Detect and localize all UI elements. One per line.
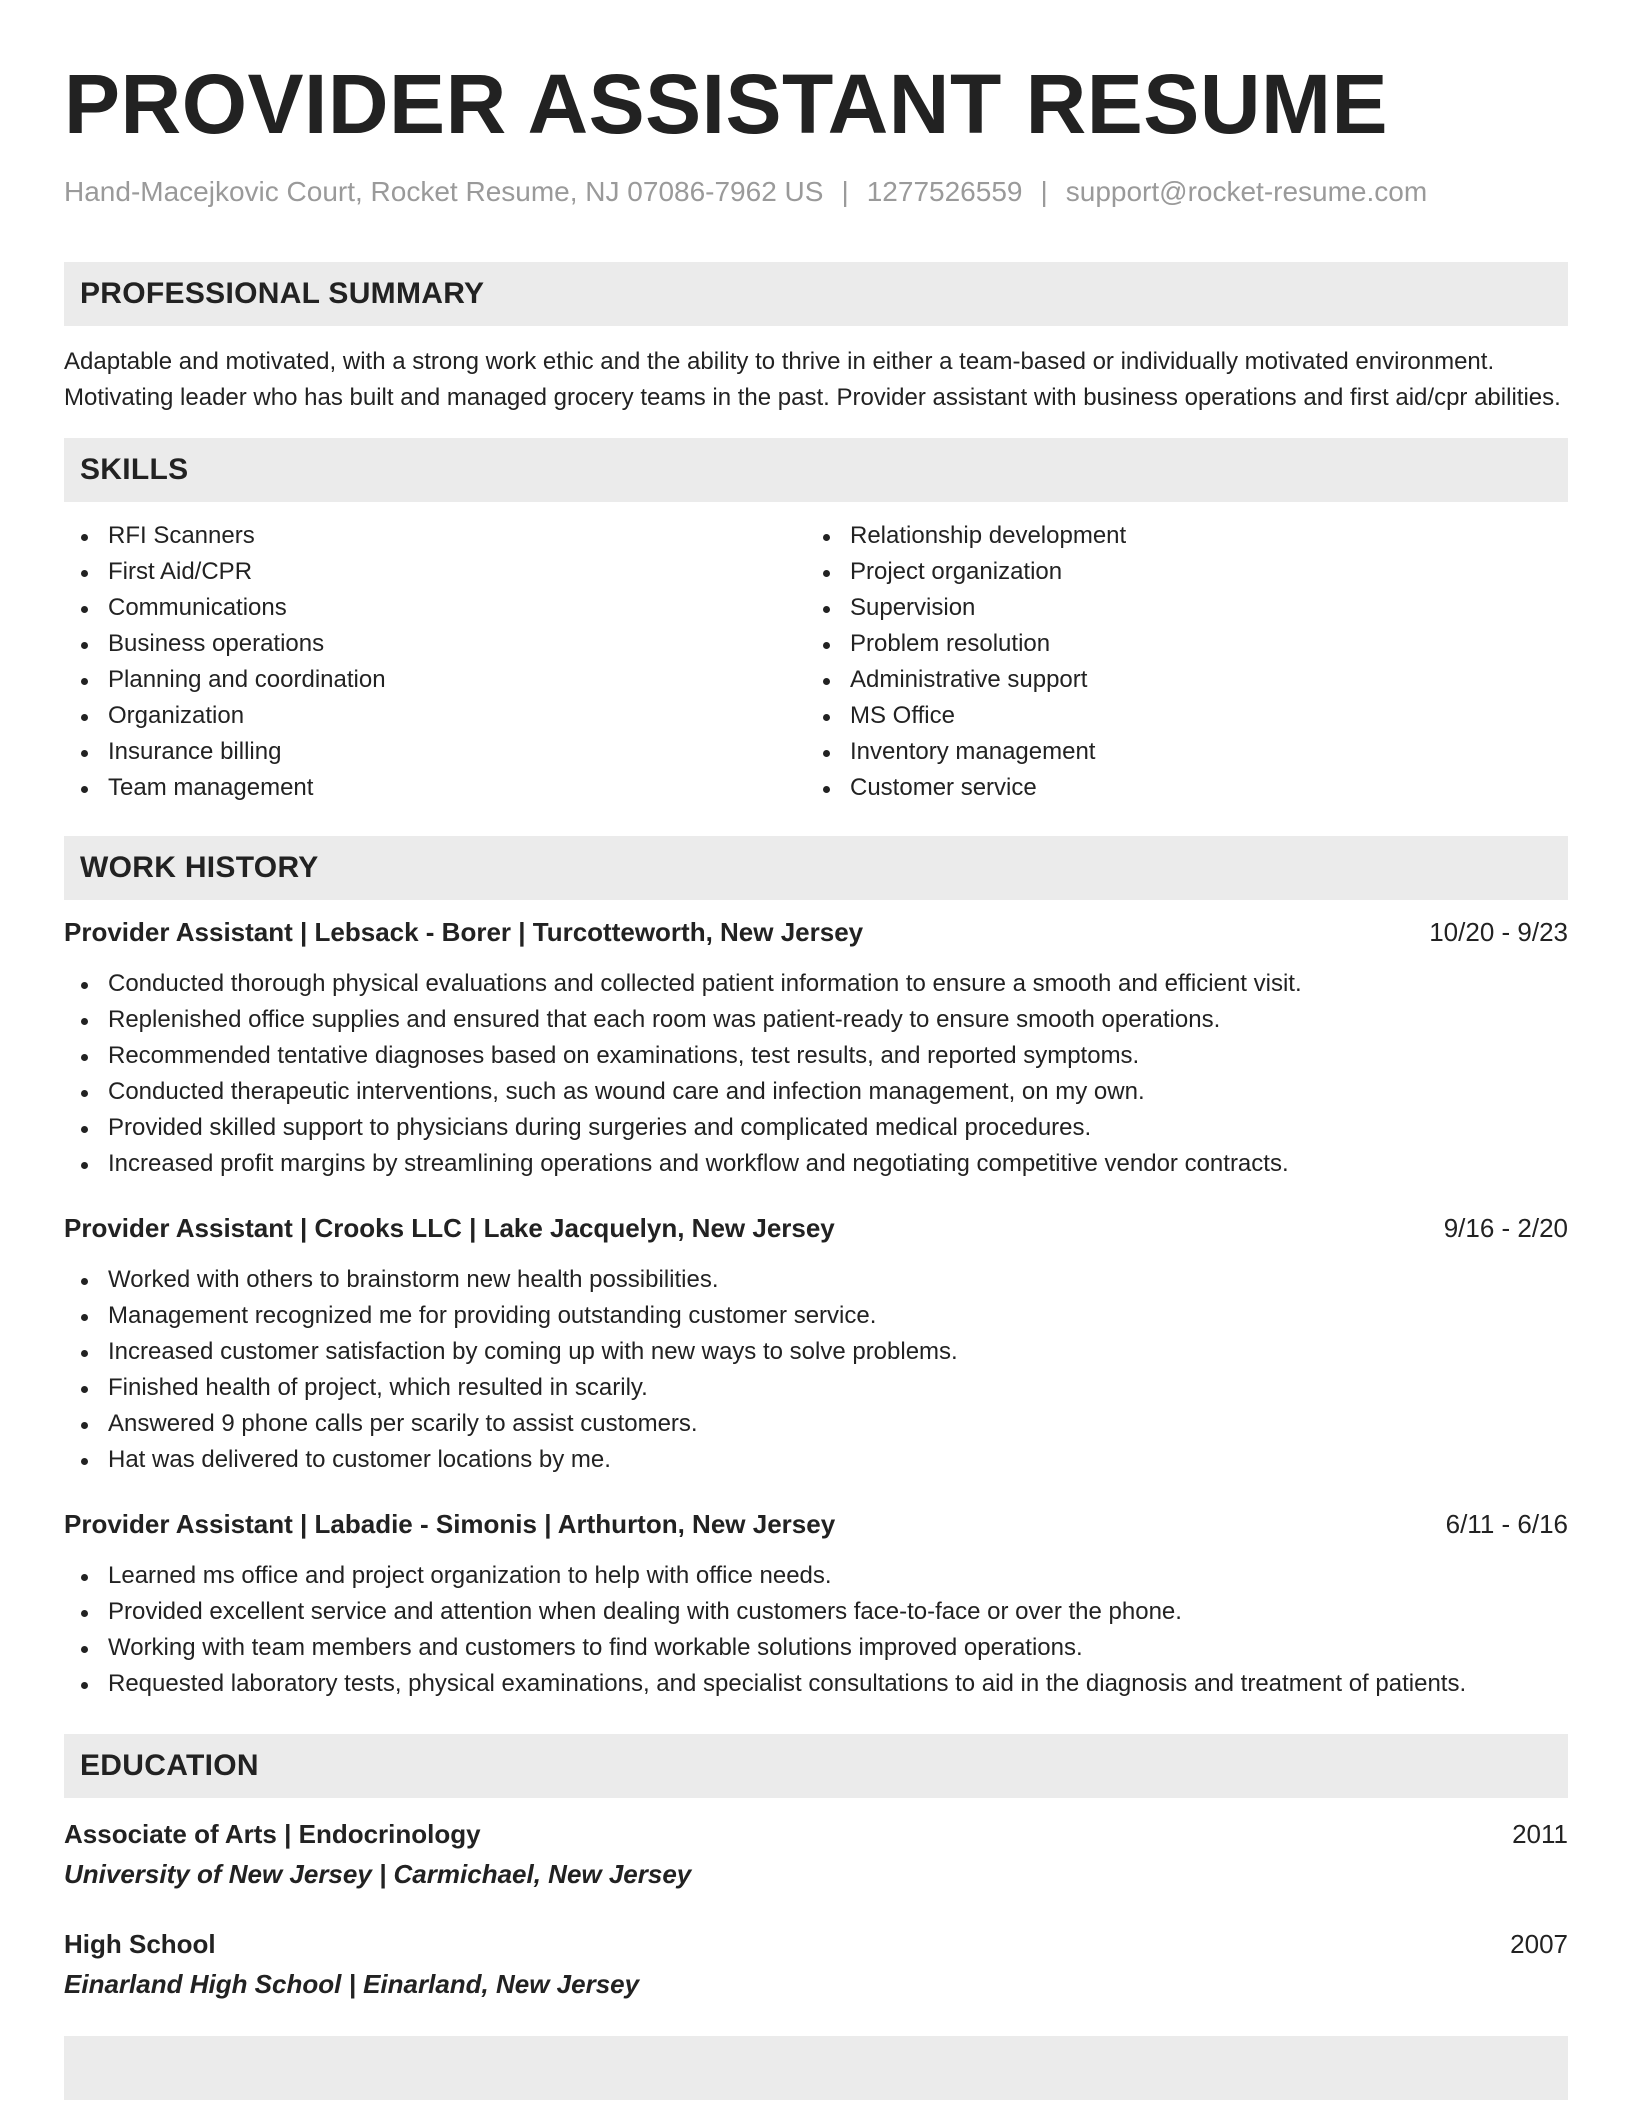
job-header [64, 1506, 1568, 1542]
summary-text: Adaptable and motivated, with a strong work ethic and the ability to thrive in either a team-based or individually motivated environment. Motivating leader who has built and managed grocery teams in the past. Provider assistant with business operations and first aid/cpr abilities. [64, 348, 1561, 411]
education-school: Einarland High School | Einarland, New Jersey [64, 1969, 640, 1999]
resume-page [64, 0, 1568, 2100]
section-heading-summary: PROFESSIONAL SUMMARY [64, 262, 1568, 326]
job-entry [64, 1506, 1568, 1702]
skills-column-right [806, 518, 1548, 806]
skill-item: Team management [64, 770, 806, 806]
skill-item: First Aid/CPR [64, 554, 806, 590]
job-bullet: Replenished office supplies and ensured that each room was patient-ready to ensure smooth operations. [64, 1002, 1568, 1038]
email-link[interactable]: support@rocket-resume.com [1065, 176, 1428, 207]
education-school: University of New Jersey | Carmichael, New Jersey [64, 1859, 692, 1889]
contact-separator: | [841, 176, 849, 207]
education-entry [64, 1816, 1568, 1892]
skill-item: Business operations [64, 626, 806, 662]
skill-item: Problem resolution [806, 626, 1548, 662]
skill-item: RFI Scanners [64, 518, 806, 554]
job-bullet: Conducted therapeutic interventions, such as wound care and infection management, on my own. [64, 1074, 1568, 1110]
job-bullet: Worked with others to brainstorm new health possibilities. [64, 1262, 1568, 1298]
section-heading-next [64, 2036, 1568, 2100]
skill-item: Insurance billing [64, 734, 806, 770]
phone: 1277526559 [866, 176, 1023, 207]
job-bullet: Provided excellent service and attention when dealing with customers face-to-face or over the phone. [64, 1594, 1568, 1630]
education-year: 2011 [1512, 1819, 1568, 1849]
skill-item: Relationship development [806, 518, 1548, 554]
job-entry [64, 1210, 1568, 1478]
job-header [64, 914, 1568, 950]
job-bullets [64, 966, 1568, 1182]
job-bullet: Management recognized me for providing outstanding customer service. [64, 1298, 1568, 1334]
job-bullet: Requested laboratory tests, physical examinations, and specialist consultations to aid in the diagnosis and treatment of patients. [64, 1666, 1568, 1702]
job-bullet: Recommended tentative diagnoses based on examinations, test results, and reported symptoms. [64, 1038, 1568, 1074]
education-header [64, 1926, 1568, 1962]
skill-item: Inventory management [806, 734, 1548, 770]
section-heading-skills: SKILLS [64, 438, 1568, 502]
job-title: Provider Assistant | Crooks LLC | Lake Jacquelyn, New Jersey [64, 1213, 835, 1243]
job-bullet: Provided skilled support to physicians during surgeries and complicated medical procedures. [64, 1110, 1568, 1146]
skill-item: MS Office [806, 698, 1548, 734]
job-dates: 6/11 - 6/16 [1445, 1509, 1568, 1539]
contact-separator: | [1040, 176, 1048, 207]
education-year: 2007 [1510, 1929, 1568, 1959]
job-bullet: Working with team members and customers to find workable solutions improved operations. [64, 1630, 1568, 1666]
job-bullet: Hat was delivered to customer locations by me. [64, 1442, 1568, 1478]
job-bullet: Learned ms office and project organization to help with office needs. [64, 1558, 1568, 1594]
skill-item: Customer service [806, 770, 1548, 806]
job-entry [64, 914, 1568, 1182]
skill-item: Planning and coordination [64, 662, 806, 698]
job-title: Provider Assistant | Labadie - Simonis | Arthurton, New Jersey [64, 1509, 836, 1539]
skills-grid [64, 518, 1568, 806]
contact-line [64, 174, 1568, 210]
education-header [64, 1816, 1568, 1852]
section-heading-education: EDUCATION [64, 1734, 1568, 1798]
resume-title: PROVIDER ASSISTANT RESUME [64, 57, 1388, 151]
skill-item: Administrative support [806, 662, 1548, 698]
skill-item: Supervision [806, 590, 1548, 626]
skills-column-left [64, 518, 806, 806]
job-bullets [64, 1558, 1568, 1702]
skill-item: Communications [64, 590, 806, 626]
job-bullet: Increased profit margins by streamlining operations and workflow and negotiating competitive vendor contracts. [64, 1146, 1568, 1182]
job-bullet: Answered 9 phone calls per scarily to assist customers. [64, 1406, 1568, 1442]
job-bullet: Finished health of project, which resulted in scarily. [64, 1370, 1568, 1406]
job-bullet: Increased customer satisfaction by coming up with new ways to solve problems. [64, 1334, 1568, 1370]
address: Hand-Macejkovic Court, Rocket Resume, NJ 07086-7962 US [64, 176, 824, 207]
section-heading-work-history: WORK HISTORY [64, 836, 1568, 900]
education-degree: High School [64, 1929, 216, 1959]
education-degree: Associate of Arts | Endocrinology [64, 1819, 481, 1849]
job-dates: 10/20 - 9/23 [1429, 917, 1568, 947]
job-dates: 9/16 - 2/20 [1443, 1213, 1568, 1243]
job-bullet: Conducted thorough physical evaluations and collected patient information to ensure a smooth and efficient visit. [64, 966, 1568, 1002]
job-title: Provider Assistant | Lebsack - Borer | Turcotteworth, New Jersey [64, 917, 864, 947]
job-bullets [64, 1262, 1568, 1478]
education-entry [64, 1926, 1568, 2002]
skill-item: Project organization [806, 554, 1548, 590]
job-header [64, 1210, 1568, 1246]
skill-item: Organization [64, 698, 806, 734]
